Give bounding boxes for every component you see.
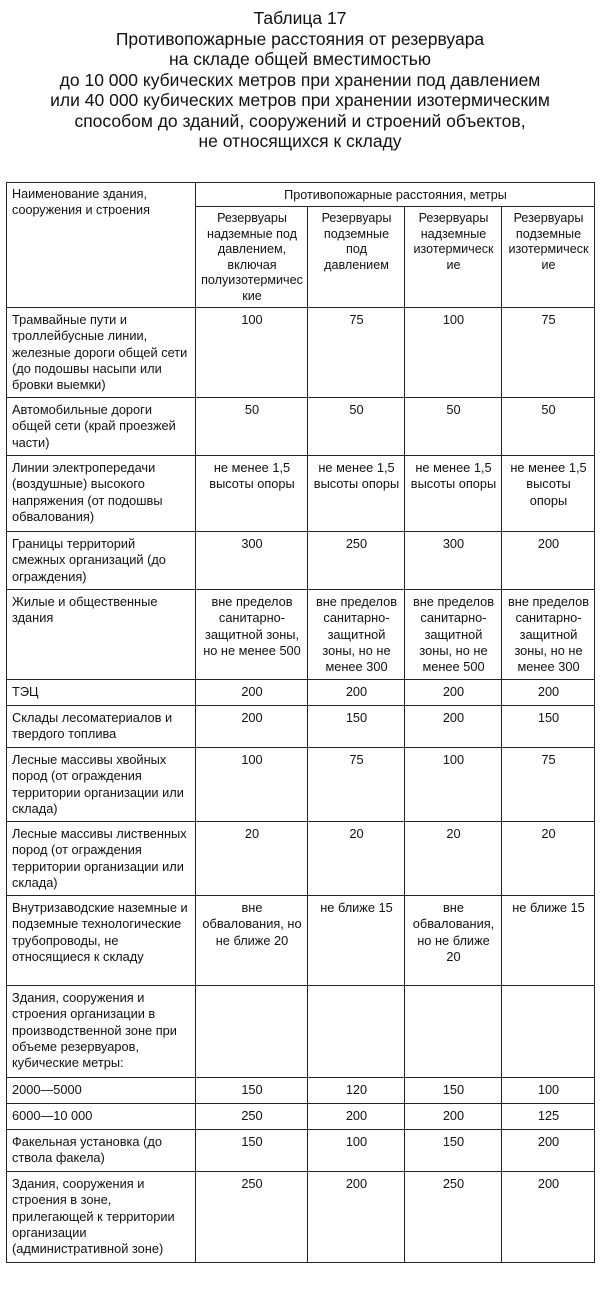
distance-cell: вне пределов санитарно-защитной зоны, но не менее 300: [308, 590, 405, 680]
table-row: [7, 986, 595, 1078]
distance-cell: не менее 1,5 высоты опоры: [308, 456, 405, 532]
distance-cell: не менее 1,5 высоты опоры: [405, 456, 502, 532]
table-caption: [0, 0, 600, 180]
distance-cell: 200: [502, 1172, 595, 1263]
row-name-cell: Здания, сооружения и строения организации в производственной зоне при объеме резервуаров, кубические метры:: [7, 986, 196, 1078]
table-row: [7, 308, 595, 398]
distance-cell: 200: [502, 532, 595, 590]
row-name-cell: 2000—5000: [7, 1078, 196, 1104]
caption-line: на складе общей вместимостью: [168, 49, 432, 69]
distance-cell: 200: [308, 1172, 405, 1263]
caption-line: не относящихся к складу: [198, 131, 402, 151]
row-name-cell: Автомобильные дороги общей сети (край проезжей части): [7, 398, 196, 456]
distance-cell: вне пределов санитарно-защитной зоны, но не менее 500: [196, 590, 308, 680]
distance-cell: 75: [308, 308, 405, 398]
row-name-cell: Линии электропередачи (воздушные) высокого напряжения (от подошвы обвалования): [7, 456, 196, 532]
distance-cell: 250: [405, 1172, 502, 1263]
table-row: [7, 1078, 595, 1104]
table-row: [7, 590, 595, 680]
caption-line: до 10 000 кубических метров при хранении под давлением: [59, 69, 541, 90]
caption-line: Противопожарные расстояния от резервуара: [115, 28, 485, 49]
table-row: [7, 706, 595, 748]
table-row: [7, 680, 595, 706]
row-name-cell: Внутризаводские наземные и подземные технологические трубопроводы, не относящиеся к складу: [7, 896, 196, 986]
distance-cell: 200: [196, 680, 308, 706]
distance-cell: [308, 986, 405, 1078]
distance-cell: 50: [405, 398, 502, 456]
distance-cell: 100: [196, 308, 308, 398]
distance-cell: 20: [308, 822, 405, 896]
distance-cell: 20: [502, 822, 595, 896]
header-column: Резервуары подземные изотермические: [502, 207, 595, 308]
caption-line: способом до зданий, сооружений и строений объектов,: [74, 110, 526, 131]
distance-cell: 300: [196, 532, 308, 590]
header-column: Резервуары надземные изотермические: [405, 207, 502, 308]
distance-cell: 250: [196, 1172, 308, 1263]
distance-cell: 150: [502, 706, 595, 748]
distance-cell: 120: [308, 1078, 405, 1104]
row-name-cell: 6000—10 000: [7, 1104, 196, 1130]
distance-cell: 150: [308, 706, 405, 748]
distance-cell: 20: [405, 822, 502, 896]
distance-cell: 50: [502, 398, 595, 456]
distance-cell: 125: [502, 1104, 595, 1130]
table-row: [7, 456, 595, 532]
distance-cell: 200: [405, 680, 502, 706]
distance-cell: 20: [196, 822, 308, 896]
distance-cell: вне пределов санитарно-защитной зоны, но не менее 500: [405, 590, 502, 680]
distance-cell: вне обвалования, но не ближе 20: [405, 896, 502, 986]
distance-cell: 150: [196, 1130, 308, 1172]
distance-cell: [196, 986, 308, 1078]
row-name-cell: Склады лесоматериалов и твердого топлива: [7, 706, 196, 748]
table-row: [7, 748, 595, 822]
distance-cell: 75: [502, 308, 595, 398]
distance-cell: 200: [405, 706, 502, 748]
row-name-cell: ТЭЦ: [7, 680, 196, 706]
row-name-cell: Жилые и общественные здания: [7, 590, 196, 680]
header-row: [7, 183, 595, 207]
header-column: Резервуары подземные под давлением: [308, 207, 405, 308]
distance-cell: 200: [308, 680, 405, 706]
distance-cell: не менее 1,5 высоты опоры: [502, 456, 595, 532]
table-row: [7, 822, 595, 896]
distance-cell: не ближе 15: [308, 896, 405, 986]
distance-cell: вне пределов санитарно-защитной зоны, но не менее 300: [502, 590, 595, 680]
table-row: [7, 532, 595, 590]
row-name-cell: Трамвайные пути и троллейбусные линии, железные дороги общей сети (до подошвы насыпи или бровки выемки): [7, 308, 196, 398]
fire-distances-table: [6, 182, 595, 1263]
distance-cell: 300: [405, 532, 502, 590]
distance-cell: 100: [405, 748, 502, 822]
distance-cell: [502, 986, 595, 1078]
distance-cell: 50: [308, 398, 405, 456]
distance-cell: 100: [405, 308, 502, 398]
distance-cell: 200: [502, 680, 595, 706]
table-row: [7, 896, 595, 986]
distance-cell: 100: [308, 1130, 405, 1172]
caption-line: Таблица 17: [253, 8, 347, 28]
table-row: [7, 1172, 595, 1263]
distance-cell: 250: [196, 1104, 308, 1130]
distance-cell: 200: [502, 1130, 595, 1172]
row-name-cell: Факельная установка (до ствола факела): [7, 1130, 196, 1172]
table-row: [7, 1130, 595, 1172]
distance-cell: 75: [502, 748, 595, 822]
distance-cell: 100: [502, 1078, 595, 1104]
distance-cell: 200: [196, 706, 308, 748]
header-column: Резервуары надземные под давлением, включая полуизотермические: [196, 207, 308, 308]
table-row: [7, 398, 595, 456]
row-name-cell: Лесные массивы хвойных пород (от ограждения территории организации или склада): [7, 748, 196, 822]
header-name-column: Наименование здания, сооружения и строения: [7, 183, 196, 308]
distance-cell: 150: [405, 1130, 502, 1172]
distance-cell: 150: [196, 1078, 308, 1104]
table-row: [7, 1104, 595, 1130]
distance-cell: 200: [405, 1104, 502, 1130]
distance-cell: вне обвалования, но не ближе 20: [196, 896, 308, 986]
distance-cell: 150: [405, 1078, 502, 1104]
row-name-cell: Границы территорий смежных организаций (до ограждения): [7, 532, 196, 590]
caption-line: или 40 000 кубических метров при хранении изотермическим: [50, 90, 550, 110]
distance-cell: 50: [196, 398, 308, 456]
distance-cell: не менее 1,5 высоты опоры: [196, 456, 308, 532]
distance-cell: 100: [196, 748, 308, 822]
distance-cell: 200: [308, 1104, 405, 1130]
row-name-cell: Здания, сооружения и строения в зоне, прилегающей к территории организации (административной зоне): [7, 1172, 196, 1263]
distance-cell: не ближе 15: [502, 896, 595, 986]
distance-cell: 75: [308, 748, 405, 822]
row-name-cell: Лесные массивы лиственных пород (от ограждения территории организации или склада): [7, 822, 196, 896]
distance-cell: 250: [308, 532, 405, 590]
distance-cell: [405, 986, 502, 1078]
header-distances-group: Противопожарные расстояния, метры: [196, 183, 595, 207]
